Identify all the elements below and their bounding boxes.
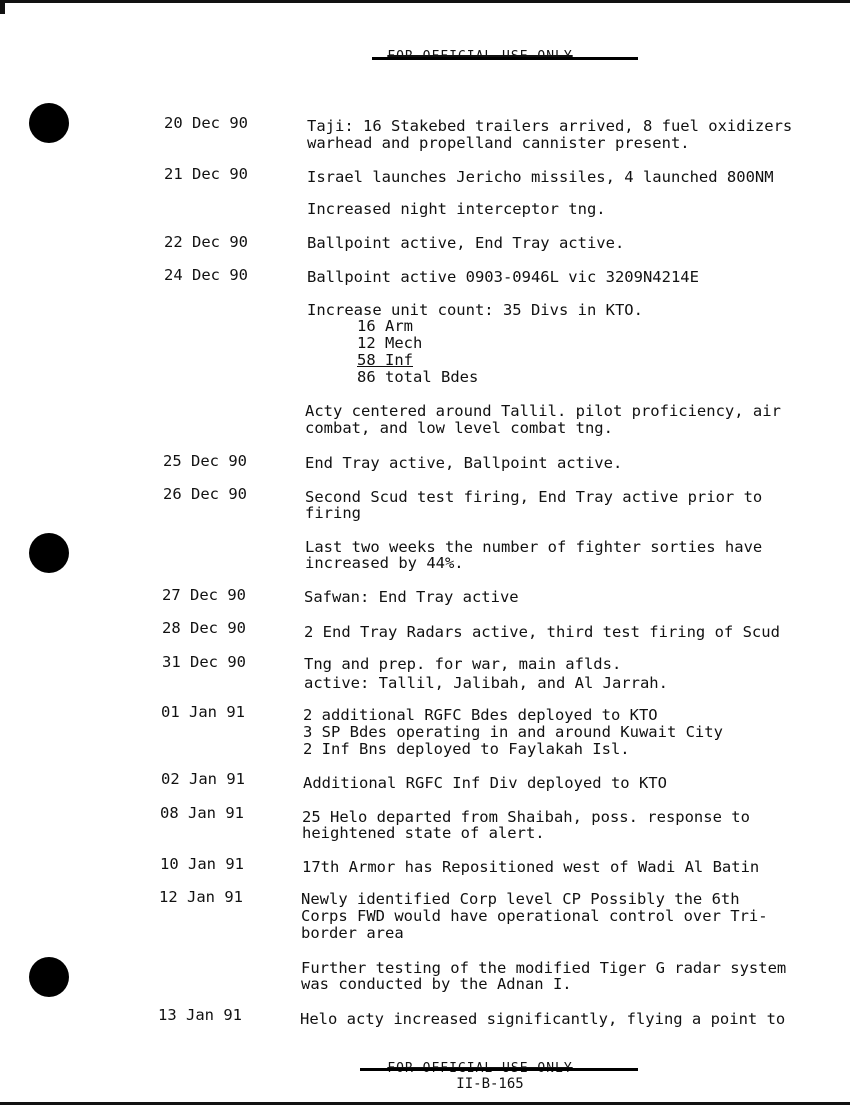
- entry-date: 20 Dec 90: [164, 114, 248, 132]
- entry-line: Ballpoint active 0903-0946L vic 3209N4214E: [307, 268, 699, 286]
- entry-date: 24 Dec 90: [164, 266, 248, 284]
- entry-line: 2 End Tray Radars active, third test firing of Scud: [304, 623, 780, 641]
- scan-border-bottom: [0, 1102, 850, 1105]
- entry-line: 2 additional RGFC Bdes deployed to KTO: [303, 706, 658, 724]
- entry-line: combat, and low level combat tng.: [305, 419, 613, 437]
- entry-line: Last two weeks the number of fighter sorties have: [305, 538, 763, 556]
- entry-date: 12 Jan 91: [159, 888, 243, 906]
- unit-count-line: 12 Mech: [357, 334, 423, 352]
- entry-line: Safwan: End Tray active: [304, 588, 519, 606]
- entry-date: 13 Jan 91: [158, 1006, 242, 1024]
- entry-line: Tng and prep. for war, main aflds.: [304, 655, 622, 673]
- entry-line: Taji: 16 Stakebed trailers arrived, 8 fuel oxidizers: [307, 117, 793, 135]
- entry-line: Ballpoint active, End Tray active.: [307, 234, 625, 252]
- footer-rule: [360, 1068, 638, 1071]
- entry-date: 27 Dec 90: [162, 586, 246, 604]
- unit-count-line: 16 Arm: [357, 317, 413, 335]
- entry-line: increased by 44%.: [305, 554, 464, 572]
- entry-line: Increased night interceptor tng.: [307, 200, 606, 218]
- entry-line: Second Scud test firing, End Tray active prior to: [305, 488, 763, 506]
- entry-line: firing: [305, 504, 361, 522]
- entry-line: 25 Helo departed from Shaibah, poss. response to: [302, 808, 750, 826]
- entry-line: heightened state of alert.: [302, 824, 545, 842]
- scan-border-left: [0, 0, 5, 14]
- entry-line: Corps FWD would have operational control over Tri-: [301, 907, 768, 925]
- entry-date: 31 Dec 90: [162, 653, 246, 671]
- punch-hole-bottom: [29, 957, 69, 997]
- entry-line: 2 Inf Bns deployed to Faylakah Isl.: [303, 740, 630, 758]
- punch-hole-middle: [29, 533, 69, 573]
- entry-line: Additional RGFC Inf Div deployed to KTO: [303, 774, 667, 792]
- punch-hole-top: [29, 103, 69, 143]
- entry-line: border area: [301, 924, 404, 942]
- entry-line: warhead and propelland cannister present.: [307, 134, 690, 152]
- entry-line: Increase unit count: 35 Divs in KTO.: [307, 301, 643, 319]
- entry-date: 02 Jan 91: [161, 770, 245, 788]
- entry-line: active: Tallil, Jalibah, and Al Jarrah.: [304, 674, 668, 692]
- page-number: II-B-165: [456, 1076, 524, 1092]
- entry-line: 3 SP Bdes operating in and around Kuwait City: [303, 723, 723, 741]
- entry-date: 26 Dec 90: [163, 485, 247, 503]
- unit-count-line: 58 Inf: [357, 351, 413, 369]
- entry-date: 08 Jan 91: [160, 804, 244, 822]
- entry-date: 21 Dec 90: [164, 165, 248, 183]
- entry-date: 22 Dec 90: [164, 233, 248, 251]
- header-rule: [372, 57, 638, 60]
- entry-line: Helo acty increased significantly, flying a point to: [300, 1010, 786, 1028]
- entry-date: 25 Dec 90: [163, 452, 247, 470]
- entry-line: End Tray active, Ballpoint active.: [305, 454, 623, 472]
- entry-line: Newly identified Corp level CP Possibly the 6th: [301, 890, 740, 908]
- unit-count-line: 86 total Bdes: [357, 368, 479, 386]
- entry-line: 17th Armor has Repositioned west of Wadi Al Batin: [302, 858, 760, 876]
- entry-date: 01 Jan 91: [161, 703, 245, 721]
- entry-line: Israel launches Jericho missiles, 4 launched 800NM: [307, 168, 774, 186]
- entry-line: was conducted by the Adnan I.: [301, 975, 572, 993]
- entry-line: Acty centered around Tallil. pilot proficiency, air: [305, 402, 781, 420]
- entry-line: Further testing of the modified Tiger G radar system: [301, 959, 787, 977]
- entry-date: 10 Jan 91: [160, 855, 244, 873]
- scan-border-top: [0, 0, 850, 3]
- entry-date: 28 Dec 90: [162, 619, 246, 637]
